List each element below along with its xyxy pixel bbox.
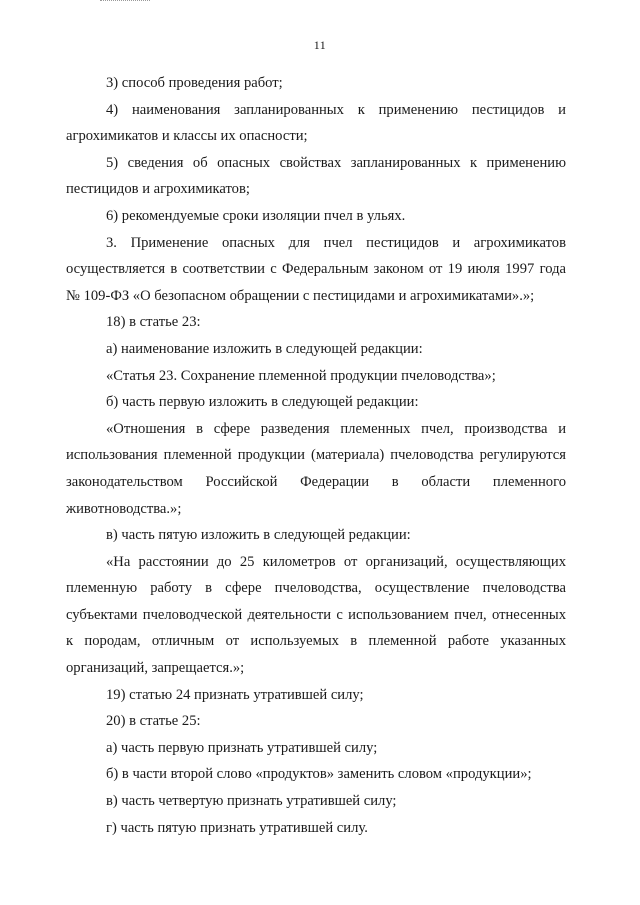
paragraph: б) часть первую изложить в следующей редакции:: [106, 394, 419, 411]
paragraph: а) часть первую признать утратившей силу;: [106, 739, 378, 756]
paragraph: б) в части второй слово «продуктов» заменить словом «продукции»;: [106, 766, 532, 783]
paragraph: г) часть пятую признать утратившей силу.: [106, 819, 368, 836]
paragraph: 4) наименования запланированных к применению пестицидов и агрохимикатов и классы их опасности;: [66, 101, 566, 145]
scan-edge-mark: [100, 0, 150, 3]
paragraph: 18) в статье 23:: [106, 314, 201, 331]
paragraph: 5) сведения об опасных свойствах запланированных к применению пестицидов и агрохимикатов;: [66, 154, 566, 198]
paragraph: в) часть пятую изложить в следующей редакции:: [106, 527, 411, 544]
paragraph: 3. Применение опасных для пчел пестицидов и агрохимикатов осуществляется в соответствии с Федеральным законом от 19 июля 1997 года № 109-ФЗ «О безопасном обращении с пестицидами и агрохимикатами».»;: [66, 234, 566, 304]
paragraph: «Отношения в сфере разведения племенных пчел, производства и использования племенной продукции (материала) пчеловодства регулируются законодательством Российской Федерации в области племенного животноводства.»;: [66, 420, 566, 517]
paragraph: 6) рекомендуемые сроки изоляции пчел в ульях.: [106, 207, 406, 224]
page-number: 11: [313, 38, 327, 52]
paragraph: а) наименование изложить в следующей редакции:: [106, 340, 423, 357]
paragraph: «Статья 23. Сохранение племенной продукции пчеловодства»;: [106, 367, 496, 384]
paragraph: 3) способ проведения работ;: [106, 75, 283, 91]
document-body: [66, 70, 566, 841]
paragraph: в) часть четвертую признать утратившей силу;: [106, 793, 397, 810]
paragraph: «На расстоянии до 25 километров от организаций, осуществляющих племенную работу в сфере пчеловодства, осуществление пчеловодства субъектами пчеловодческой деятельности с использованием пчел, отнесенных к породам, отличным от используемых в племенной работе указанных организаций, запрещается.»;: [66, 553, 566, 677]
paragraph: 20) в статье 25:: [106, 713, 201, 730]
paragraph: 19) статью 24 признать утратившей силу;: [106, 686, 364, 703]
